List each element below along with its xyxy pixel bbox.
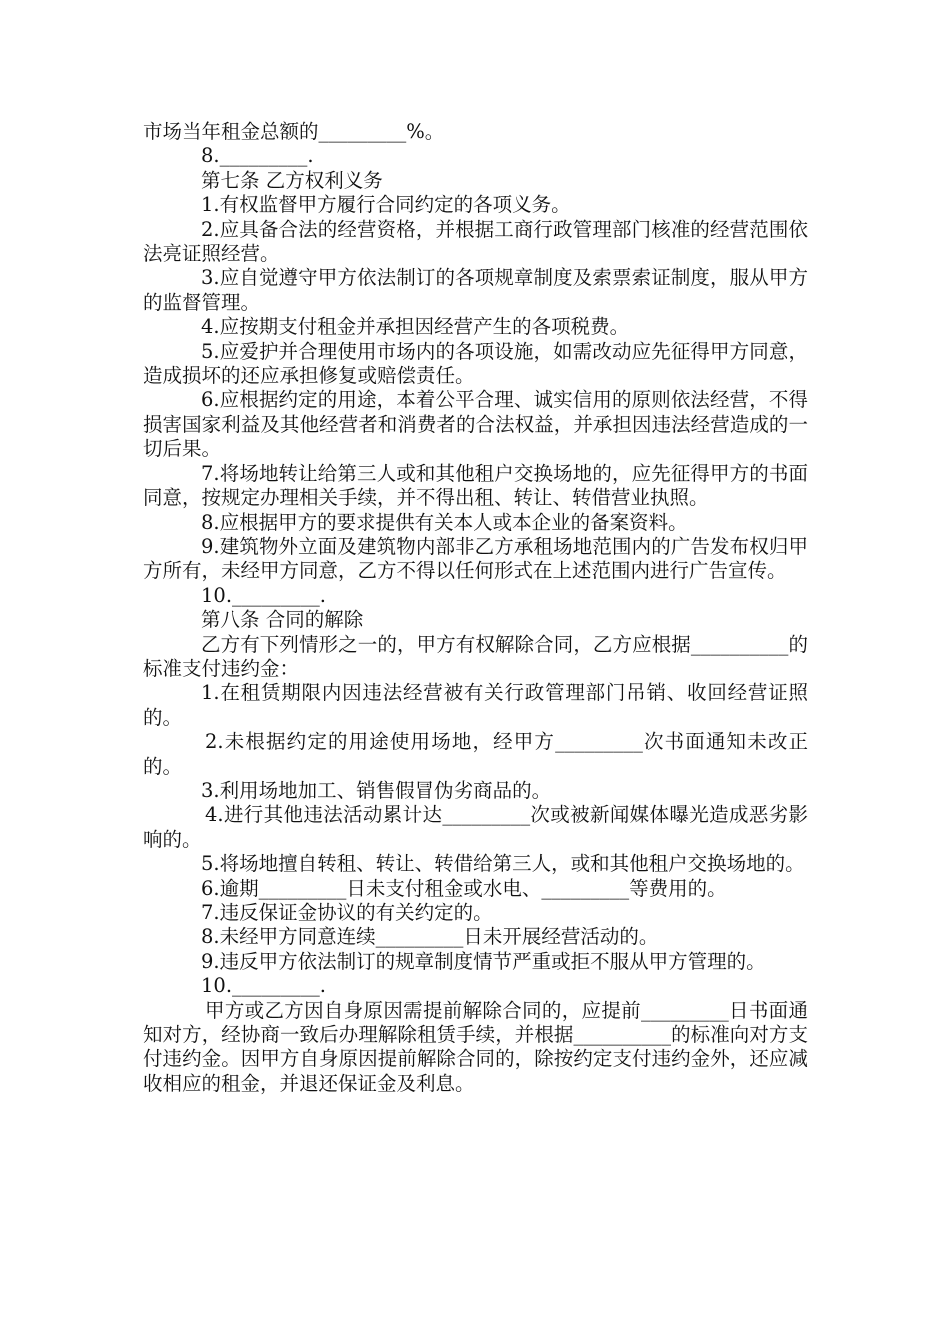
article-8-item-10: 10._________. xyxy=(201,974,326,998)
article-7-item-1: 1.有权监督甲方履行合同约定的各项义务。 xyxy=(201,193,571,217)
article-7-item-10: 10._________. xyxy=(201,583,326,607)
article-7-heading: 第七条 乙方权利义务 xyxy=(201,168,383,192)
article-7-item-9: 9.建筑物外立面及建筑物内部非乙方承租场地范围内的广告发布权归甲方所有，未经甲方同意，乙方不得以任何形式在上述范围内进行广告宣传。 xyxy=(143,534,808,583)
article-7-item-5: 5.应爱护并合理使用市场内的各项设施，如需改动应先征得甲方同意，造成损坏的还应承担修复或赔偿责任。 xyxy=(143,339,808,388)
article-8-item-6: 6.逾期_________日未支付租金或水电、_________等费用的。 xyxy=(201,876,727,900)
article-8-item-8: 8.未经甲方同意连续_________日未开展经营活动的。 xyxy=(201,925,659,949)
article-8-item-5: 5.将场地擅自转租、转让、转借给第三人，或和其他租户交换场地的。 xyxy=(201,852,805,876)
article-7-item-8: 8.应根据甲方的要求提供有关本人或本企业的备案资料。 xyxy=(201,510,688,534)
article-7-item-4: 4.应按期支付租金并承担因经营产生的各项税费。 xyxy=(201,315,630,339)
item-8-blank: 8._________. xyxy=(201,144,314,168)
article-7-item-6: 6.应根据约定的用途，本着公平合理、诚实信用的原则依法经营，不得损害国家利益及其他经营者和消费者的合法权益，并承担因违法经营造成的一切后果。 xyxy=(143,388,808,461)
article-7-item-2: 2.应具备合法的经营资格，并根据工商行政管理部门核准的经营范围依法亮证照经营。 xyxy=(143,217,808,266)
early-termination-paragraph: 甲方或乙方因自身原因需提前解除合同的，应提前_________日书面通知对方，经协商一致后办理解除租赁手续，并根据__________的标准向对方支付违约金。因甲方自身原因提前解除合同的，除按约定支付违约金外，还应减收相应的租金，并退还保证金及利息。 xyxy=(143,998,808,1095)
paragraph-rent-ratio: 市场当年租金总额的_________%。 xyxy=(143,120,445,143)
article-7-item-7: 7.将场地转让给第三人或和其他租户交换场地的，应先征得甲方的书面同意，按规定办理相关手续，并不得出租、转让、转借营业执照。 xyxy=(143,461,808,510)
article-8-intro: 乙方有下列情形之一的，甲方有权解除合同，乙方应根据__________的标准支付违约金： xyxy=(143,632,808,680)
article-8-item-7: 7.违反保证金协议的有关约定的。 xyxy=(201,901,493,924)
article-8-item-9: 9.违反甲方依法制订的规章制度情节严重或拒不服从甲方管理的。 xyxy=(201,949,766,973)
article-8-item-3: 3.利用场地加工、销售假冒伪劣商品的。 xyxy=(201,778,552,802)
document-body xyxy=(143,120,808,1096)
article-7-item-3: 3.应自觉遵守甲方依法制订的各项规章制度及索票索证制度，服从甲方的监督管理。 xyxy=(143,266,808,314)
article-8-heading: 第八条 合同的解除 xyxy=(201,608,364,632)
article-8-item-4: 4.进行其他违法活动累计达_________次或被新闻媒体曝光造成恶劣影响的。 xyxy=(143,803,808,851)
article-8-item-2: 2.未根据约定的用途使用场地，经甲方_________次书面通知未改正的。 xyxy=(143,730,808,778)
article-8-item-1: 1.在租赁期限内因违法经营被有关行政管理部门吊销、收回经营证照的。 xyxy=(143,681,808,729)
